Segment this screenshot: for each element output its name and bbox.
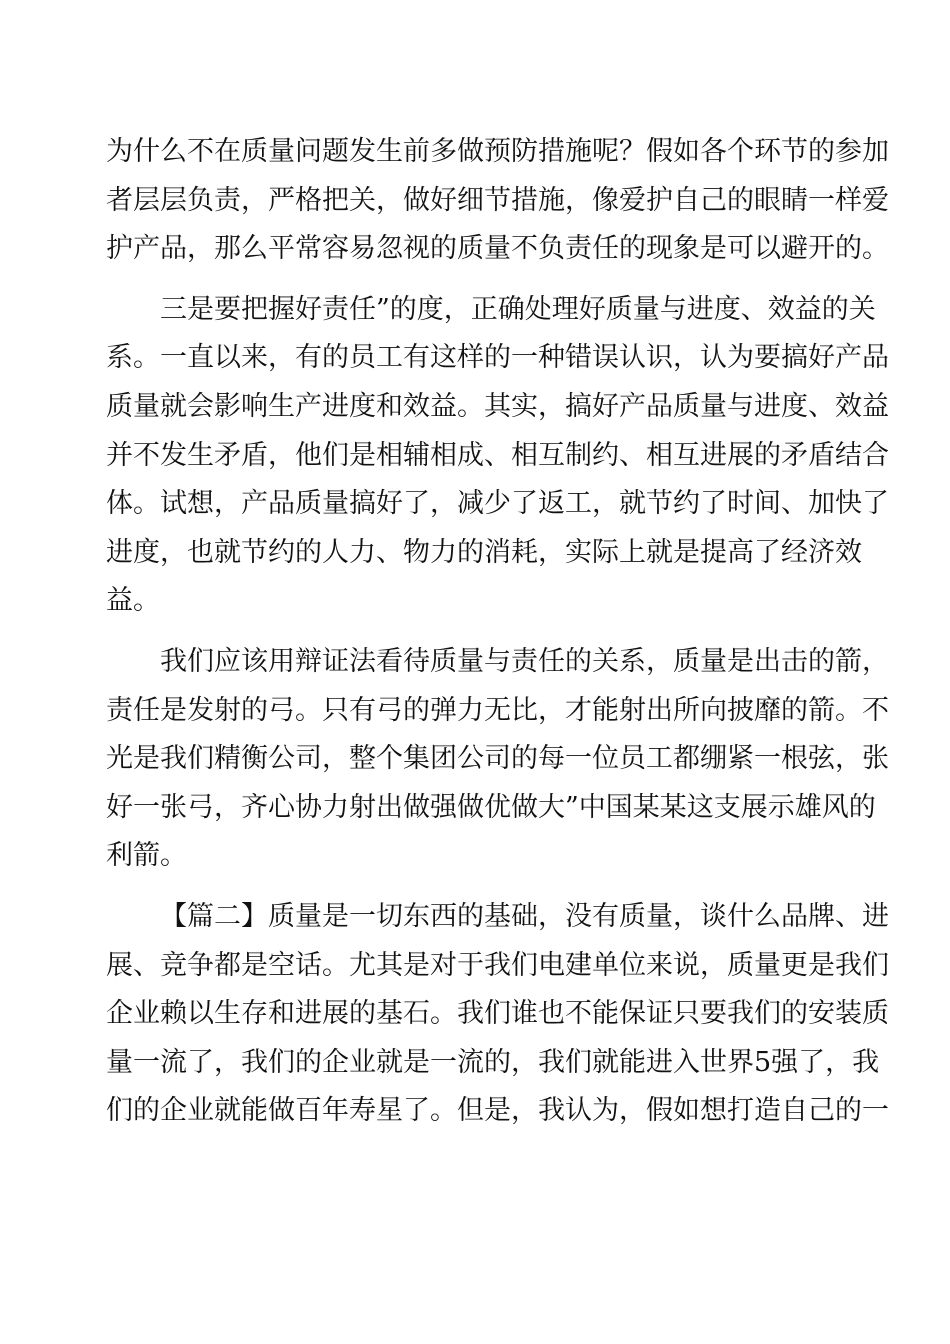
text-line: 进度，也就节约的人力、物力的消耗，实际上就是提高了经济效 [106,536,862,568]
text-line: 为什么不在质量问题发生前多做预防措施呢？假如各个环节的参加 [106,136,889,167]
text-line: 展、竞争都是空话。尤其是对于我们电建单位来说，质量更是我们 [106,949,889,981]
text-line: 责任是发射的弓。只有弓的弹力无比，才能射出所向披靡的箭。不 [106,694,889,726]
text-line: 们的企业就能做百年寿星了。但是，我认为，假如想打造自己的一 [106,1095,889,1127]
text-line: 我们应该用辩证法看待质量与责任的关系，质量是出击的箭， [160,645,889,677]
text-line: 护产品，那么平常容易忽视的质量不负责任的现象是可以避开的。 [106,233,889,265]
document-body [106,128,889,1136]
text-line: 系。一直以来，有的员工有这样的一种错误认识，认为要搞好产品 [106,342,889,374]
text-line: 【篇二】质量是一切东西的基础，没有质量，谈什么品牌、进 [160,900,889,932]
paragraph-continuation [106,128,889,274]
paragraph-third-point [106,286,889,626]
text-line: 量一流了，我们的企业就是一流的，我们就能进入世界5强了，我 [106,1046,880,1078]
text-line: 企业赖以生存和进展的基石。我们谁也不能保证只要我们的安装质 [106,998,889,1030]
text-line: 利箭。 [106,840,187,872]
text-line: 体。试想，产品质量搞好了，减少了返工，就节约了时间、加快了 [106,488,889,520]
text-line: 光是我们精衡公司，整个集团公司的每一位员工都绷紧一根弦，张 [106,743,889,775]
paragraph-dialectic [106,638,889,881]
text-line: 益。 [106,585,160,617]
text-line: 并不发生矛盾，他们是相辅相成、相互制约、相互进展的矛盾结合 [106,439,889,471]
text-line: 质量就会影响生产进度和效益。其实，搞好产品质量与进度、效益 [106,390,889,422]
text-line: 三是要把握好责任”的度，正确处理好质量与进度、效益的关 [160,293,876,325]
text-line: 好一张弓，齐心协力射出做强做优做大”中国某某这支展示雄风的 [106,791,876,823]
text-line: 者层层负责，严格把关，做好细节措施，像爱护自己的眼睛一样爱 [106,184,889,216]
paragraph-section-two [106,893,889,1136]
